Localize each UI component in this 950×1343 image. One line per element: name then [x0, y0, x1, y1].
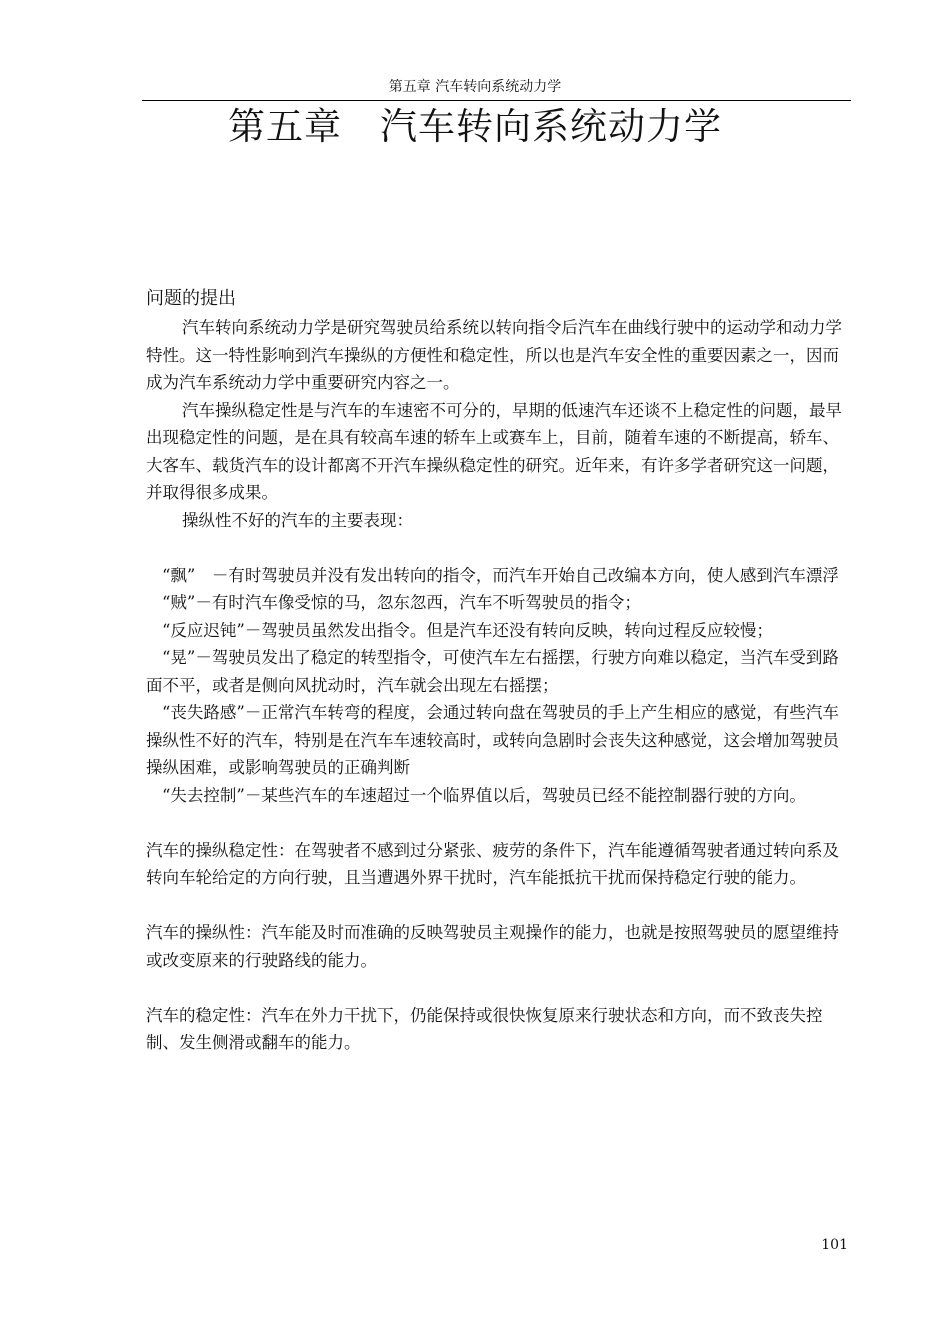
manifestation-item: “失去控制”－某些汽车的车速超过一个临界值以后，驾驶员已经不能控制器行驶的方向。 — [162, 785, 806, 805]
page-number: 101 — [821, 1237, 848, 1253]
definition-stability: 汽车的稳定性：汽车在外力干扰下，仍能保持或很快恢复原来行驶状态和方向，而不致丧失控制、发生侧滑或翻车的能力。 — [146, 1005, 823, 1052]
running-header: 第五章 汽车转向系统动力学 — [388, 79, 562, 95]
manifestation-item: “晃”－驾驶员发出了稳定的转型指令，可使汽车左右摇摆，行驶方向难以稳定，当汽车受到路面不平，或者是侧向风扰动时，汽车就会出现左右摇摆； — [146, 648, 839, 695]
definition-handling: 汽车的操纵性：汽车能及时而准确的反映驾驶员主观操作的能力，也就是按照驾驶员的愿望维持或改变原来的行驶路线的能力。 — [146, 923, 839, 970]
spacer — [146, 974, 850, 1002]
body-content — [146, 284, 850, 1057]
manifestation-item: “飘” －有时驾驶员并没有发出转向的指令，而汽车开始自己改编本方向，使人感到汽车漂浮 — [162, 565, 839, 585]
paragraph-history: 汽车操纵稳定性是与汽车的车速密不可分的，早期的低速汽车还谈不上稳定性的问题，最早出现稳定性的问题，是在具有较高车速的轿车上或赛车上，目前，随着车速的不断提高，轿车、大客车、载货汽车的设计都离不开汽车操纵稳定性的研究。近年来，有许多学者研究这一问题，并取得很多成果。 — [146, 400, 842, 502]
spacer — [146, 892, 850, 920]
definition-handling-stability: 汽车的操纵稳定性：在驾驶者不感到过分紧张、疲劳的条件下，汽车能遵循驾驶者通过转向系及转向车轮给定的方向行驶，且当遭遇外界干扰时，汽车能抵抗干扰而保持稳定行驶的能力。 — [146, 840, 839, 887]
manifestation-item: “丧失路感”－正常汽车转弯的程度，会通过转向盘在驾驶员的手上产生相应的感觉，有些汽车操纵性不好的汽车，特别是在汽车车速较高时，或转向急剧时会丧失这种感觉，这会增加驾驶员操纵困难，或影响驾驶员的正确判断 — [146, 703, 839, 777]
spacer — [146, 809, 850, 837]
manifestation-item: “反应迟钝”－驾驶员虽然发出指令。但是汽车还没有转向反映，转向过程反应较慢； — [162, 620, 773, 640]
manifestation-item: “贼”－有时汽车像受惊的马，忽东忽西，汽车不听驾驶员的指令； — [162, 593, 641, 612]
paragraph-manifestations-lead: 操纵性不好的汽车的主要表现： — [182, 510, 413, 530]
section-heading: 问题的提出 — [146, 288, 236, 309]
paragraph-intro: 汽车转向系统动力学是研究驾驶员给系统以转向指令后汽车在曲线行驶中的运动学和动力学特性。这一特性影响到汽车操纵的方便性和稳定性，所以也是汽车安全性的重要因素之一，因而成为汽车系统动力学中重要研究内容之一。 — [146, 318, 842, 392]
chapter-title: 第五章 汽车转向系统动力学 — [228, 105, 722, 148]
header-rule — [142, 100, 851, 101]
spacer — [146, 534, 850, 562]
